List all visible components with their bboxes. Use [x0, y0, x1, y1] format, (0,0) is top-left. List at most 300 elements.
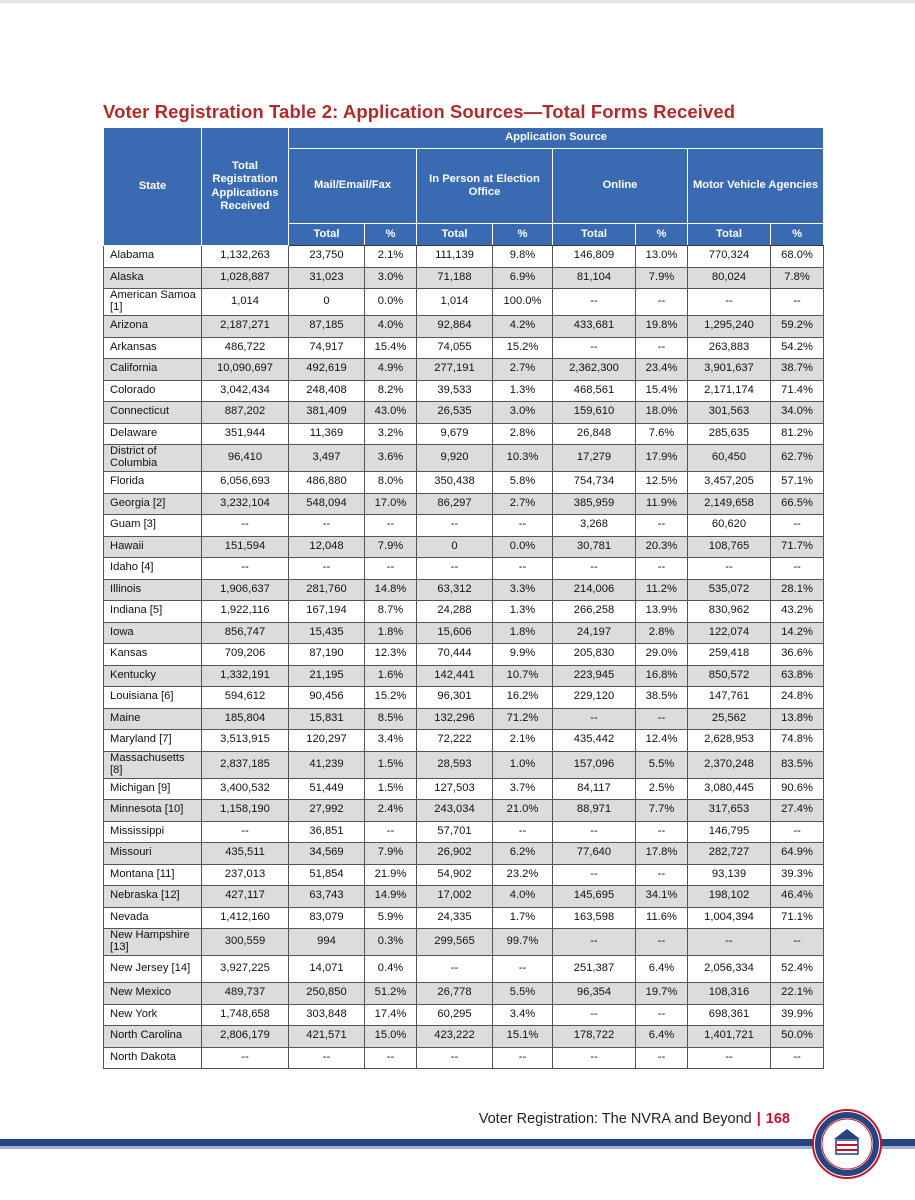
- cell-mva-pct: 64.9%: [771, 843, 824, 865]
- cell-total-received: 185,804: [202, 708, 289, 730]
- cell-online-pct: --: [636, 1047, 688, 1069]
- cell-state: Connecticut: [104, 402, 202, 424]
- cell-mva-total: 3,457,205: [688, 472, 771, 494]
- cell-online-pct: 23.4%: [636, 359, 688, 381]
- cell-mva-pct: 46.4%: [771, 886, 824, 908]
- cell-mva-pct: 27.4%: [771, 800, 824, 822]
- cell-inperson-pct: --: [493, 1047, 553, 1069]
- cell-state: Nebraska [12]: [104, 886, 202, 908]
- cell-mva-pct: 57.1%: [771, 472, 824, 494]
- cell-mail-total: 90,456: [289, 687, 365, 709]
- table-row: [104, 708, 824, 730]
- table-row: [104, 246, 824, 268]
- cell-mail-pct: --: [365, 821, 417, 843]
- cell-mail-total: 11,369: [289, 423, 365, 445]
- cell-inperson-pct: --: [493, 515, 553, 537]
- cell-mail-total: 12,048: [289, 536, 365, 558]
- table-row: [104, 864, 824, 886]
- cell-online-total: 26,848: [553, 423, 636, 445]
- cell-state: Michigan [9]: [104, 778, 202, 800]
- cell-online-pct: 12.5%: [636, 472, 688, 494]
- cell-mail-pct: 4.9%: [365, 359, 417, 381]
- cell-online-pct: 15.4%: [636, 380, 688, 402]
- cell-total-received: 96,410: [202, 445, 289, 472]
- cell-online-total: --: [553, 558, 636, 580]
- cell-total-received: 237,013: [202, 864, 289, 886]
- cell-mva-pct: --: [771, 1047, 824, 1069]
- cell-total-received: 10,090,697: [202, 359, 289, 381]
- cell-mail-pct: 3.6%: [365, 445, 417, 472]
- cell-mva-total: 301,563: [688, 402, 771, 424]
- table-row: [104, 445, 824, 472]
- table-row: [104, 472, 824, 494]
- cell-online-pct: --: [636, 515, 688, 537]
- cell-mva-total: 2,149,658: [688, 493, 771, 515]
- cell-total-received: 427,117: [202, 886, 289, 908]
- table-row: [104, 622, 824, 644]
- cell-mail-pct: 1.5%: [365, 778, 417, 800]
- table-row: [104, 665, 824, 687]
- cell-mva-pct: 34.0%: [771, 402, 824, 424]
- cell-inperson-pct: 10.7%: [493, 665, 553, 687]
- cell-inperson-pct: 2.1%: [493, 730, 553, 752]
- table-row: [104, 601, 824, 623]
- cell-mail-total: 21,195: [289, 665, 365, 687]
- cell-mail-total: 492,619: [289, 359, 365, 381]
- cell-mva-total: 146,795: [688, 821, 771, 843]
- cell-total-received: 435,511: [202, 843, 289, 865]
- cell-state: Kansas: [104, 644, 202, 666]
- page-number: 168: [765, 1111, 790, 1127]
- cell-mail-pct: 3.4%: [365, 730, 417, 752]
- cell-inperson-total: 96,301: [417, 687, 493, 709]
- cell-state: North Carolina: [104, 1026, 202, 1048]
- cell-mva-total: 285,635: [688, 423, 771, 445]
- cell-mva-total: 60,620: [688, 515, 771, 537]
- cell-inperson-total: 39,533: [417, 380, 493, 402]
- cell-inperson-pct: 15.1%: [493, 1026, 553, 1048]
- cell-online-total: --: [553, 929, 636, 956]
- table-row: [104, 730, 824, 752]
- table-row: [104, 337, 824, 359]
- header-state: State: [104, 128, 202, 246]
- cell-mva-total: --: [688, 929, 771, 956]
- cell-state: Idaho [4]: [104, 558, 202, 580]
- cell-online-total: --: [553, 864, 636, 886]
- cell-mva-pct: 43.2%: [771, 601, 824, 623]
- cell-inperson-pct: 5.8%: [493, 472, 553, 494]
- cell-inperson-pct: 0.0%: [493, 536, 553, 558]
- cell-mva-pct: 71.4%: [771, 380, 824, 402]
- cell-inperson-total: 111,139: [417, 246, 493, 268]
- cell-online-total: 754,734: [553, 472, 636, 494]
- cell-online-total: 214,006: [553, 579, 636, 601]
- cell-inperson-pct: 2.7%: [493, 493, 553, 515]
- cell-inperson-total: 71,188: [417, 267, 493, 289]
- cell-online-total: 24,197: [553, 622, 636, 644]
- cell-mail-total: 23,750: [289, 246, 365, 268]
- cell-mail-total: 248,408: [289, 380, 365, 402]
- cell-online-pct: 7.7%: [636, 800, 688, 822]
- cell-online-pct: 7.9%: [636, 267, 688, 289]
- header-total-received: Total Registration Applications Received: [202, 128, 289, 246]
- cell-state: Florida: [104, 472, 202, 494]
- cell-total-received: 1,748,658: [202, 1004, 289, 1026]
- cell-inperson-pct: 1.0%: [493, 751, 553, 778]
- cell-total-received: --: [202, 515, 289, 537]
- cell-mva-pct: 24.8%: [771, 687, 824, 709]
- table-row: [104, 907, 824, 929]
- cell-mva-total: 698,361: [688, 1004, 771, 1026]
- cell-online-pct: --: [636, 708, 688, 730]
- subheader-pct: %: [493, 224, 553, 246]
- cell-mva-pct: 71.1%: [771, 907, 824, 929]
- cell-state: Alaska: [104, 267, 202, 289]
- table-row: [104, 886, 824, 908]
- cell-inperson-total: 60,295: [417, 1004, 493, 1026]
- cell-inperson-pct: 4.0%: [493, 886, 553, 908]
- cell-total-received: 2,837,185: [202, 751, 289, 778]
- cell-online-total: 2,362,300: [553, 359, 636, 381]
- cell-inperson-pct: 99.7%: [493, 929, 553, 956]
- cell-mail-total: 63,743: [289, 886, 365, 908]
- cell-mva-pct: --: [771, 821, 824, 843]
- table-row: [104, 1047, 824, 1069]
- cell-online-total: 468,561: [553, 380, 636, 402]
- page-title: Voter Registration Table 2: Application Sources—Total Forms Received: [103, 101, 736, 122]
- header-source-mail: Mail/Email/Fax: [289, 149, 417, 224]
- cell-inperson-total: 1,014: [417, 289, 493, 316]
- table-row: [104, 402, 824, 424]
- cell-mail-pct: 8.2%: [365, 380, 417, 402]
- cell-total-received: --: [202, 558, 289, 580]
- cell-total-received: 1,922,116: [202, 601, 289, 623]
- cell-online-pct: 7.6%: [636, 423, 688, 445]
- cell-online-pct: 11.6%: [636, 907, 688, 929]
- cell-total-received: 3,232,104: [202, 493, 289, 515]
- cell-mva-total: 80,024: [688, 267, 771, 289]
- cell-state: North Dakota: [104, 1047, 202, 1069]
- cell-online-total: 266,258: [553, 601, 636, 623]
- cell-mail-total: 281,760: [289, 579, 365, 601]
- cell-online-total: 251,387: [553, 956, 636, 983]
- table-row: [104, 751, 824, 778]
- cell-inperson-pct: 2.7%: [493, 359, 553, 381]
- cell-online-total: --: [553, 1004, 636, 1026]
- cell-mva-pct: 71.7%: [771, 536, 824, 558]
- cell-online-pct: --: [636, 558, 688, 580]
- cell-total-received: 351,944: [202, 423, 289, 445]
- cell-online-total: 157,096: [553, 751, 636, 778]
- cell-mail-pct: 0.0%: [365, 289, 417, 316]
- cell-mail-total: 15,831: [289, 708, 365, 730]
- cell-inperson-total: 299,565: [417, 929, 493, 956]
- table-row: [104, 644, 824, 666]
- cell-mva-pct: 39.9%: [771, 1004, 824, 1026]
- cell-mail-pct: 14.9%: [365, 886, 417, 908]
- cell-mva-pct: 68.0%: [771, 246, 824, 268]
- cell-inperson-total: 24,335: [417, 907, 493, 929]
- cell-mva-pct: 90.6%: [771, 778, 824, 800]
- table-row: [104, 289, 824, 316]
- cell-mail-total: 120,297: [289, 730, 365, 752]
- cell-online-pct: --: [636, 929, 688, 956]
- cell-state: Illinois: [104, 579, 202, 601]
- cell-inperson-total: 0: [417, 536, 493, 558]
- cell-mail-pct: 0.3%: [365, 929, 417, 956]
- cell-mva-pct: 63.8%: [771, 665, 824, 687]
- cell-mail-total: 41,239: [289, 751, 365, 778]
- cell-mail-total: 303,848: [289, 1004, 365, 1026]
- footer: [0, 1111, 790, 1127]
- cell-mva-total: 93,139: [688, 864, 771, 886]
- cell-online-total: --: [553, 289, 636, 316]
- cell-online-total: 163,598: [553, 907, 636, 929]
- table-row: [104, 983, 824, 1005]
- cell-mva-total: 282,727: [688, 843, 771, 865]
- cell-total-received: 1,412,160: [202, 907, 289, 929]
- cell-mail-pct: 0.4%: [365, 956, 417, 983]
- cell-inperson-total: 26,535: [417, 402, 493, 424]
- cell-mail-pct: 15.4%: [365, 337, 417, 359]
- cell-online-pct: 20.3%: [636, 536, 688, 558]
- cell-mail-pct: 7.9%: [365, 536, 417, 558]
- cell-mva-total: 25,562: [688, 708, 771, 730]
- cell-online-total: --: [553, 708, 636, 730]
- cell-mail-pct: 2.4%: [365, 800, 417, 822]
- cell-mva-pct: 36.6%: [771, 644, 824, 666]
- cell-mva-total: 317,653: [688, 800, 771, 822]
- table-row: [104, 579, 824, 601]
- cell-mail-total: 421,571: [289, 1026, 365, 1048]
- cell-mail-total: 74,917: [289, 337, 365, 359]
- cell-inperson-pct: --: [493, 956, 553, 983]
- cell-total-received: 1,332,191: [202, 665, 289, 687]
- cell-mva-total: 108,316: [688, 983, 771, 1005]
- cell-state: Alabama: [104, 246, 202, 268]
- cell-mva-total: 147,761: [688, 687, 771, 709]
- cell-online-pct: 11.2%: [636, 579, 688, 601]
- cell-mva-pct: --: [771, 289, 824, 316]
- cell-mva-pct: --: [771, 929, 824, 956]
- cell-mva-pct: 83.5%: [771, 751, 824, 778]
- table-row: [104, 800, 824, 822]
- table-body: [104, 246, 824, 1069]
- cell-inperson-total: --: [417, 956, 493, 983]
- table-row: [104, 843, 824, 865]
- cell-inperson-total: 9,920: [417, 445, 493, 472]
- cell-inperson-pct: 6.2%: [493, 843, 553, 865]
- cell-mva-total: 850,572: [688, 665, 771, 687]
- top-rule: [0, 0, 915, 3]
- cell-mail-total: 548,094: [289, 493, 365, 515]
- cell-mva-pct: --: [771, 558, 824, 580]
- cell-total-received: 1,906,637: [202, 579, 289, 601]
- cell-mail-total: 0: [289, 289, 365, 316]
- cell-online-pct: 6.4%: [636, 1026, 688, 1048]
- cell-inperson-pct: 1.3%: [493, 380, 553, 402]
- cell-inperson-total: 17,002: [417, 886, 493, 908]
- cell-online-total: 146,809: [553, 246, 636, 268]
- cell-total-received: 1,014: [202, 289, 289, 316]
- cell-online-pct: 5.5%: [636, 751, 688, 778]
- cell-state: District of Columbia: [104, 445, 202, 472]
- cell-inperson-total: 142,441: [417, 665, 493, 687]
- cell-mail-pct: 8.5%: [365, 708, 417, 730]
- cell-online-pct: --: [636, 1004, 688, 1026]
- cell-online-total: --: [553, 821, 636, 843]
- cell-online-total: 223,945: [553, 665, 636, 687]
- cell-mail-total: 87,185: [289, 316, 365, 338]
- cell-online-total: 205,830: [553, 644, 636, 666]
- cell-inperson-total: 70,444: [417, 644, 493, 666]
- cell-total-received: 709,206: [202, 644, 289, 666]
- cell-mva-total: 3,080,445: [688, 778, 771, 800]
- cell-online-total: 84,117: [553, 778, 636, 800]
- cell-state: Colorado: [104, 380, 202, 402]
- cell-inperson-total: 277,191: [417, 359, 493, 381]
- cell-total-received: --: [202, 1047, 289, 1069]
- cell-mail-total: 83,079: [289, 907, 365, 929]
- cell-state: Louisiana [6]: [104, 687, 202, 709]
- cell-inperson-pct: 3.7%: [493, 778, 553, 800]
- cell-inperson-total: 54,902: [417, 864, 493, 886]
- cell-state: Arizona: [104, 316, 202, 338]
- cell-inperson-pct: 5.5%: [493, 983, 553, 1005]
- cell-mail-pct: 15.2%: [365, 687, 417, 709]
- cell-state: Georgia [2]: [104, 493, 202, 515]
- table-row: [104, 359, 824, 381]
- cell-mva-total: --: [688, 1047, 771, 1069]
- cell-inperson-pct: 6.9%: [493, 267, 553, 289]
- cell-online-pct: --: [636, 864, 688, 886]
- cell-online-pct: 34.1%: [636, 886, 688, 908]
- cell-state: California: [104, 359, 202, 381]
- cell-inperson-total: --: [417, 558, 493, 580]
- cell-mail-pct: 43.0%: [365, 402, 417, 424]
- cell-online-pct: 13.0%: [636, 246, 688, 268]
- cell-mva-total: 1,295,240: [688, 316, 771, 338]
- subheader-pct: %: [771, 224, 824, 246]
- cell-state: Massachusetts [8]: [104, 751, 202, 778]
- cell-mva-total: 198,102: [688, 886, 771, 908]
- subheader-total: Total: [289, 224, 365, 246]
- cell-mail-total: --: [289, 515, 365, 537]
- cell-state: Nevada: [104, 907, 202, 929]
- table-row: [104, 687, 824, 709]
- cell-online-pct: 38.5%: [636, 687, 688, 709]
- cell-state: Iowa: [104, 622, 202, 644]
- subheader-pct: %: [636, 224, 688, 246]
- table-row: [104, 380, 824, 402]
- table-row: [104, 1026, 824, 1048]
- cell-online-pct: 18.0%: [636, 402, 688, 424]
- cell-mva-pct: 22.1%: [771, 983, 824, 1005]
- cell-mail-pct: 51.2%: [365, 983, 417, 1005]
- cell-inperson-pct: 100.0%: [493, 289, 553, 316]
- cell-state: Mississippi: [104, 821, 202, 843]
- cell-mail-total: 3,497: [289, 445, 365, 472]
- table-row: [104, 515, 824, 537]
- cell-mva-pct: 52.4%: [771, 956, 824, 983]
- header-application-source: Application Source: [289, 128, 824, 149]
- cell-inperson-pct: 21.0%: [493, 800, 553, 822]
- cell-mail-total: 250,850: [289, 983, 365, 1005]
- cell-inperson-pct: 1.7%: [493, 907, 553, 929]
- cell-mail-pct: 3.0%: [365, 267, 417, 289]
- cell-mva-total: 1,401,721: [688, 1026, 771, 1048]
- cell-inperson-pct: 23.2%: [493, 864, 553, 886]
- cell-online-pct: 6.4%: [636, 956, 688, 983]
- cell-inperson-total: 74,055: [417, 337, 493, 359]
- cell-online-total: 385,959: [553, 493, 636, 515]
- cell-mva-pct: 62.7%: [771, 445, 824, 472]
- cell-inperson-total: --: [417, 1047, 493, 1069]
- cell-mail-total: 381,409: [289, 402, 365, 424]
- cell-online-pct: 19.7%: [636, 983, 688, 1005]
- cell-mva-total: 263,883: [688, 337, 771, 359]
- cell-mail-pct: 17.0%: [365, 493, 417, 515]
- cell-state: Missouri: [104, 843, 202, 865]
- cell-inperson-total: 350,438: [417, 472, 493, 494]
- cell-mva-total: 2,056,334: [688, 956, 771, 983]
- cell-mva-pct: 59.2%: [771, 316, 824, 338]
- cell-mva-total: --: [688, 289, 771, 316]
- cell-mail-pct: 1.5%: [365, 751, 417, 778]
- cell-mail-pct: 1.8%: [365, 622, 417, 644]
- cell-total-received: 151,594: [202, 536, 289, 558]
- cell-mail-total: 36,851: [289, 821, 365, 843]
- cell-online-pct: --: [636, 821, 688, 843]
- table-row: [104, 267, 824, 289]
- cell-online-total: 159,610: [553, 402, 636, 424]
- cell-inperson-total: 72,222: [417, 730, 493, 752]
- table-row: [104, 778, 824, 800]
- cell-mva-total: 3,901,637: [688, 359, 771, 381]
- subheader-pct: %: [365, 224, 417, 246]
- cell-state: American Samoa [1]: [104, 289, 202, 316]
- cell-online-pct: --: [636, 289, 688, 316]
- cell-state: Minnesota [10]: [104, 800, 202, 822]
- cell-mail-total: --: [289, 1047, 365, 1069]
- cell-mail-total: 486,880: [289, 472, 365, 494]
- cell-mail-total: 31,023: [289, 267, 365, 289]
- cell-online-total: 81,104: [553, 267, 636, 289]
- cell-mva-pct: 50.0%: [771, 1026, 824, 1048]
- cell-inperson-total: 132,296: [417, 708, 493, 730]
- cell-online-total: 178,722: [553, 1026, 636, 1048]
- cell-state: Delaware: [104, 423, 202, 445]
- cell-total-received: 1,132,263: [202, 246, 289, 268]
- cell-mva-total: 2,171,174: [688, 380, 771, 402]
- cell-mva-total: 259,418: [688, 644, 771, 666]
- cell-mva-pct: --: [771, 515, 824, 537]
- cell-online-total: --: [553, 337, 636, 359]
- cell-inperson-total: 26,778: [417, 983, 493, 1005]
- cell-mail-pct: --: [365, 1047, 417, 1069]
- table-row: [104, 536, 824, 558]
- cell-mail-pct: 12.3%: [365, 644, 417, 666]
- cell-mail-pct: 15.0%: [365, 1026, 417, 1048]
- cell-state: New Jersey [14]: [104, 956, 202, 983]
- cell-mva-total: 535,072: [688, 579, 771, 601]
- cell-mva-pct: 38.7%: [771, 359, 824, 381]
- cell-total-received: 486,722: [202, 337, 289, 359]
- cell-mail-total: 994: [289, 929, 365, 956]
- cell-online-total: --: [553, 1047, 636, 1069]
- cell-mail-pct: --: [365, 558, 417, 580]
- cell-mail-pct: 7.9%: [365, 843, 417, 865]
